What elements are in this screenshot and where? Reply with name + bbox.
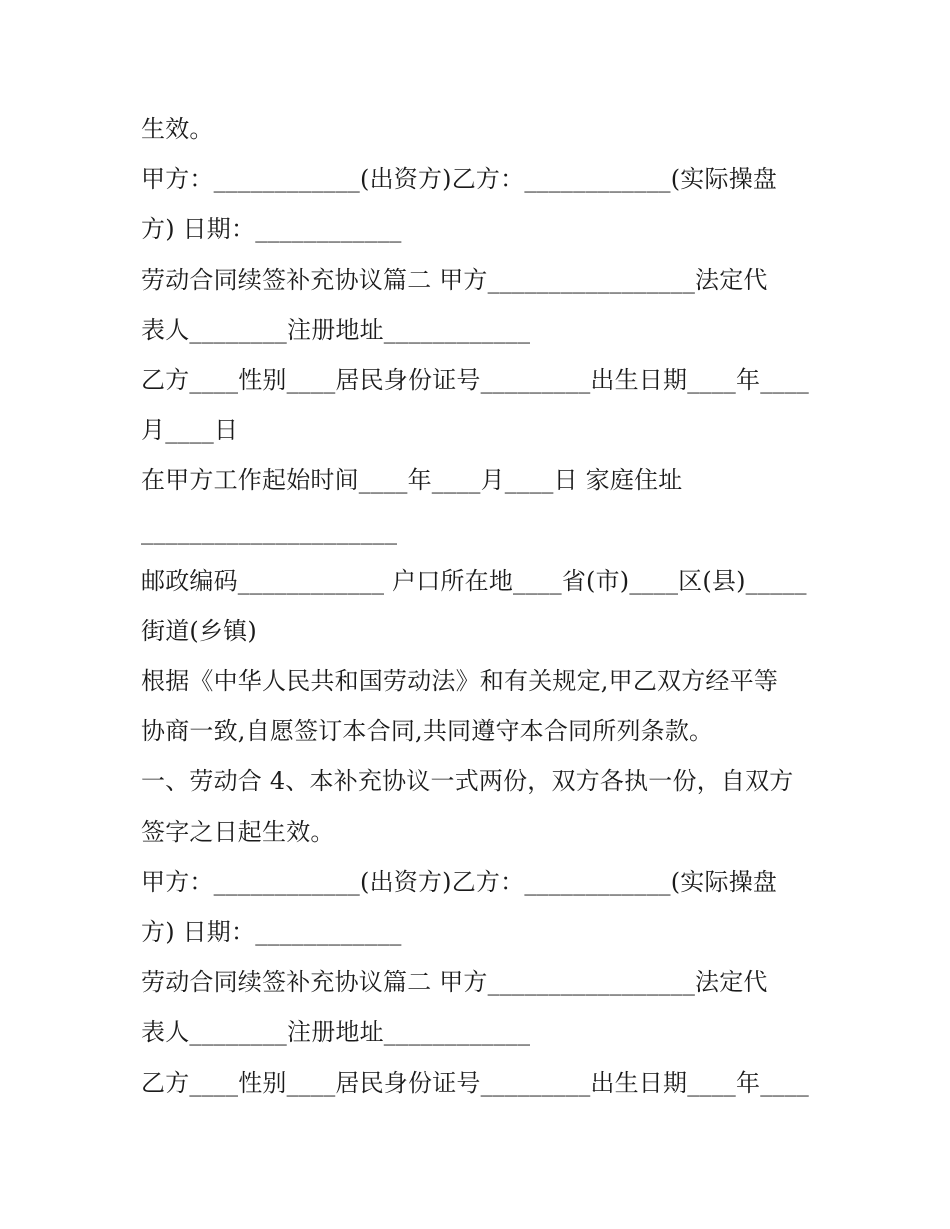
- text-line: 签字之日起生效。: [141, 817, 335, 846]
- text-line: 表人________注册地址____________: [141, 1018, 531, 1047]
- text-line: 方) 日期：____________: [141, 918, 402, 946]
- text-line: 甲方：____________(出资方)乙方：____________(实际操盘: [141, 165, 778, 194]
- text-line: _____________________: [141, 516, 398, 545]
- text-line: 月____日: [141, 416, 239, 445]
- text-line: 甲方：____________(出资方)乙方：____________(实际操盘: [141, 867, 778, 896]
- text-line: 根据《中华人民共和国劳动法》和有关规定,甲乙双方经平等: [141, 667, 779, 696]
- text-line: 表人________注册地址____________: [141, 315, 531, 344]
- text-line: 乙方____性别____居民身份证号_________出生日期____年____: [141, 1068, 809, 1097]
- text-line: 生效。: [141, 115, 214, 143]
- text-line: 方) 日期：____________: [141, 215, 402, 244]
- text-line: 邮政编码____________ 户口所在地____省(市)____区(县)_____: [141, 566, 807, 595]
- text-line: 在甲方工作起始时间____年____月____日 家庭住址: [141, 466, 683, 495]
- text-line: 乙方____性别____居民身份证号_________出生日期____年____: [141, 365, 809, 394]
- text-line: 一、劳动合 4、本补充协议一式两份，双方各执一份，自双方: [141, 767, 794, 796]
- text-line: 协商一致,自愿签订本合同,共同遵守本合同所列条款。: [141, 717, 714, 746]
- text-line: 劳动合同续签补充协议篇二 甲方_________________法定代: [141, 265, 768, 294]
- text-line: 街道(乡镇): [141, 616, 257, 645]
- document-body: [141, 104, 821, 1108]
- text-line: 劳动合同续签补充协议篇二 甲方_________________法定代: [141, 968, 768, 997]
